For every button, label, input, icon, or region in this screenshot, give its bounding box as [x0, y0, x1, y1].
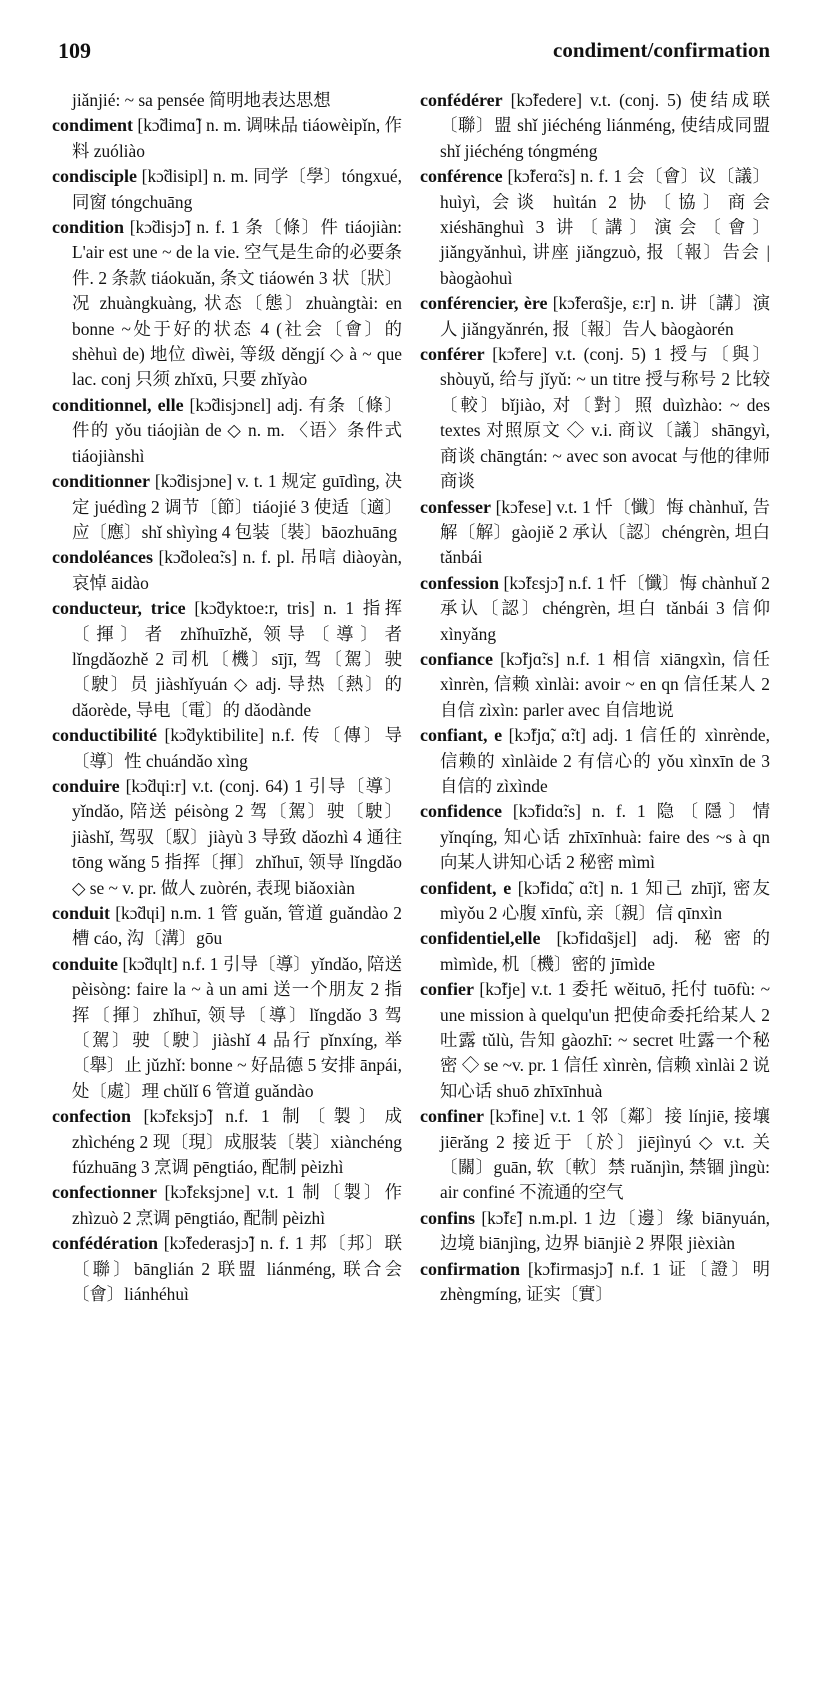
- entry-body: [kɔ̃dyktoe:r, tris] n. 1 指挥〔揮〕者 zhǐhuīzhě, 领导〔導〕者 lǐngdǎozhě 2 司机〔機〕sījī, 驾〔駕〕驶〔駛〕员 jiàshǐyuán ◇ adj. 导热〔熱〕的 dǎorède, 导电〔電〕的 dǎodànde: [72, 598, 402, 720]
- entry-body: [kɔ̃fjɑ̃, ɑ̃:t] adj. 1 信任的 xìnrènde, 信赖的 xìnlàide 2 有信心的 yǒu xìnxīn de 3 自信的 zìxìnde: [440, 725, 770, 796]
- entry-conditionnel: [52, 393, 402, 469]
- continuation-text: [52, 88, 402, 113]
- entry-body: [kɔ̃ferɑ̃sje, ɛ:r] n. 讲〔講〕演人 jiǎngyǎnrén, 报〔報〕告人 bàogàorén: [440, 293, 770, 339]
- headword: confiner: [420, 1106, 484, 1127]
- entry-confection: [52, 1104, 402, 1180]
- entry-confiner: [420, 1104, 770, 1206]
- headword: confident, e: [420, 877, 512, 898]
- headword: confession: [420, 572, 500, 593]
- headword: condoléances: [52, 547, 153, 568]
- headword: condisciple: [52, 166, 138, 187]
- headword: conférencier, ère: [420, 293, 548, 314]
- entry-body: [kɔ̃firmasjɔ̃] n.f. 1 证〔證〕明 zhèngmíng, 证实〔實〕: [440, 1258, 770, 1305]
- headword: confidentiel,elle: [420, 928, 541, 949]
- entry-confirmation: [420, 1257, 770, 1308]
- right-column: [420, 88, 770, 1308]
- entry-body: [kɔ̃fɛksjɔne] v.t. 1 制〔製〕作 zhìzuò 2 烹调 pēngtiáo, 配制 pèizhì: [72, 1182, 402, 1228]
- headword: confectionner: [52, 1182, 157, 1203]
- entry-body: [kɔ̃disipl] n. m. 同学〔學〕tóngxué, 同窗 tóngchuāng: [72, 166, 402, 212]
- entry-body: [kɔ̃dyktibilite] n.f. 传〔傳〕导〔導〕性 chuándǎo xìng: [72, 725, 402, 771]
- headword: confirmation: [420, 1258, 520, 1279]
- entry-confident: [420, 876, 770, 927]
- entry-body: [kɔ̃disjɔnɛl] adj. 有条〔條〕件的 yǒu tiáojiàn de ◇ n. m. 〈语〉条件式 tiáojiànshì: [72, 394, 402, 466]
- entry-body: [kɔ̃dɥi] n.m. 1 管 guǎn, 管道 guǎndào 2 槽 cáo, 沟〔溝〕gōu: [72, 903, 402, 949]
- headword: confédération: [52, 1233, 158, 1254]
- entry-body: [kɔ̃fje] v.t. 1 委托 wěituō, 托付 tuōfù: ~ une mission à quelqu'un 把使命委托给某人 2 吐露 tǔlù, 告知 gàozhī: ~ secret 吐露一个秘密 ◇ se ~v. pr. 1 信任 xìnrèn, 信赖 xìnlài 2 说知心话 shuō zhīxīnhuà: [440, 979, 770, 1101]
- running-head: condiment/confirmation: [553, 38, 770, 62]
- headword: conduire: [52, 775, 120, 796]
- entry-conferer: [420, 342, 770, 494]
- entry-condition: [52, 215, 402, 393]
- headword: conditionner: [52, 471, 151, 492]
- page-number: 109: [58, 38, 91, 63]
- headword: confins: [420, 1207, 476, 1228]
- entry-body: [kɔ̃disjɔne] v. t. 1 规定 guīdìng, 决定 juédìng 2 调节〔節〕tiáojié 3 使适〔適〕应〔應〕shǐ shìyìng 4 包装〔裝〕bāozhuāng: [72, 471, 402, 542]
- entry-confidence: [420, 799, 770, 875]
- entry-confesser: [420, 495, 770, 571]
- entry-conduire: [52, 774, 402, 901]
- entry-body: [kɔ̃federasjɔ̃] n. f. 1 邦〔邦〕联〔聯〕bānglián 2 联盟 liánméng, 联合会〔會〕liánhéhuì: [72, 1233, 402, 1305]
- entry-confidentiel: [420, 926, 770, 977]
- entry-confectionner: [52, 1180, 402, 1231]
- entry-body: [kɔ̃fese] v.t. 1 忏〔懺〕悔 chànhuǐ, 告解〔解〕gàojiě 2 承认〔認〕chéngrèn, 坦白 tǎnbái: [440, 496, 770, 568]
- headword: confection: [52, 1106, 131, 1127]
- entry-body: [kɔ̃dɥi:r] v.t. (conj. 64) 1 引导〔導〕yǐndǎo, 陪送 péisòng 2 驾〔駕〕驶〔駛〕jiàshǐ, 驾驭〔馭〕jiàyù 3 导致 dǎozhì 4 通往 tōng wǎng 5 指挥〔揮〕zhǐhuī, 领导 lǐngdǎo ◇ se ~ v. pr. 做人 zuòrén, 表现 biǎoxiàn: [72, 775, 402, 898]
- headword: conduit: [52, 903, 111, 923]
- entry-condiment: [52, 113, 402, 164]
- entry-body: [kɔ̃fɛksjɔ̃] n.f. 1 制〔製〕成 zhìchéng 2 现〔現〕成服装〔裝〕xiànchéng fúzhuāng 3 烹调 pēngtiáo, 配制 pèizhì: [72, 1106, 402, 1178]
- entry-condoleances: [52, 545, 402, 596]
- entry-body: [kɔ̃disjɔ̃] n. f. 1 条〔條〕件 tiáojiàn: L'air est une ~ de la vie. 空气是生命的必要条件. 2 条款 tiáokuǎn, 条文 tiáowén 3 状〔狀〕况 zhuàngkuàng, 状态〔態〕zhuàngtài: en bonne ~处于好的状态 4 (社会〔會〕的 shèhuì de) 地位 dìwèi, 等级 děngjí ◇ à ~ que lac. conj 只须 zhǐxū, 只要 zhǐyào: [72, 217, 402, 390]
- entry-body: [kɔ̃dimɑ̃] n. m. 调味品 tiáowèipǐn, 作料 zuóliào: [72, 115, 402, 161]
- headword: confiant, e: [420, 725, 503, 746]
- left-column: [52, 88, 402, 1308]
- continuation-body: jiǎnjié: ~ sa pensée 简明地表达思想: [72, 90, 331, 110]
- entry-confederation: [52, 1231, 402, 1307]
- entry-conduite: [52, 952, 402, 1104]
- entry-confiance: [420, 647, 770, 723]
- headword: conditionnel, elle: [52, 394, 184, 415]
- entry-body: [kɔ̃fidɑ̃sjɛl] adj. 秘密的 mìmìde, 机〔機〕密的 jīmìde: [440, 928, 770, 974]
- entry-conference: [420, 164, 770, 291]
- entry-confiant: [420, 723, 770, 799]
- headword: confidence: [420, 801, 502, 822]
- entry-confins: [420, 1206, 770, 1257]
- headword: confesser: [420, 496, 491, 517]
- entry-body: [kɔ̃fidɑ̃:s] n. f. 1 隐〔隱〕情 yǐnqíng, 知心话 zhīxīnhuà: faire des ~s à qn 向某人讲知心话 2 秘密 mìmì: [440, 801, 770, 873]
- headword: confédérer: [420, 90, 503, 110]
- headword: conférer: [420, 344, 485, 365]
- entry-body: [kɔ̃federe] v.t. (conj. 5) 使结成联〔聯〕盟 shǐ jiéchéng liánméng, 使结成同盟 shǐ jiéchéng tóngméng: [440, 90, 770, 161]
- entry-conducteur: [52, 596, 402, 723]
- entry-body: [kɔ̃fɛsjɔ̃] n.f. 1 忏〔懺〕悔 chànhuǐ 2 承认〔認〕chéngrèn, 坦白 tǎnbái 3 信仰 xìnyǎng: [440, 572, 770, 644]
- entry-conferencier: [420, 291, 770, 342]
- entry-body: [kɔ̃fidɑ̃, ɑ̃:t] n. 1 知己 zhījǐ, 密友 mìyǒu 2 心腹 xīnfù, 亲〔親〕信 qīnxìn: [440, 877, 770, 923]
- page-header: [58, 38, 770, 70]
- entry-body: [kɔ̃fere] v.t. (conj. 5) 1 授与〔與〕shòuyǔ, 给与 jǐyǔ: ~ un titre 授与称号 2 比较〔較〕bǐjiào, 对〔對〕照 duìzhào: ~ des textes 对照原文 ◇ v.i. 商议〔議〕shāngyì, 商谈 chāngtán: ~ avec son avocat 与他的律师商谈: [440, 344, 770, 492]
- entry-body: [kɔ̃dɥlt] n.f. 1 引导〔導〕yǐndǎo, 陪送 pèisòng: faire la ~ à un ami 送一个朋友 2 指挥〔揮〕zhǐhuī, 领导〔導〕lǐngdǎo 3 驾〔駕〕驶〔駛〕jiàshǐ 4 品行 pǐnxíng, 举〔舉〕止 jǔzhǐ: bonne ~ 好品德 5 安排 ānpái, 处〔處〕理 chǔlǐ 6 管道 guǎndào: [72, 953, 402, 1101]
- headword: conducteur, trice: [52, 598, 186, 619]
- entry-conduit: [52, 901, 402, 952]
- headword: confiance: [420, 648, 493, 669]
- entry-condisciple: [52, 164, 402, 215]
- entry-body: [kɔ̃ferɑ̃:s] n. f. 1 会〔會〕议〔議〕huìyì, 会谈 huìtán 2 协〔協〕商会 xiéshānghuì 3 讲〔講〕演会〔會〕jiǎngyǎnhuì, 讲座 jiǎngzuò, 报〔報〕告会 | bàogàohuì: [440, 166, 770, 288]
- headword: conduite: [52, 953, 119, 974]
- headword: condition: [52, 217, 125, 238]
- headword: confier: [420, 979, 474, 1000]
- headword: conférence: [420, 166, 503, 187]
- headword: condiment: [52, 115, 133, 136]
- entry-confederer: [420, 88, 770, 164]
- entry-confession: [420, 571, 770, 647]
- entry-confier: [420, 977, 770, 1104]
- entry-body: [kɔ̃fɛ̃] n.m.pl. 1 边〔邊〕缘 biānyuán, 边境 biānjìng, 边界 biānjiè 2 界限 jièxiàn: [440, 1207, 770, 1254]
- entry-body: [kɔ̃doleɑ̃:s] n. f. pl. 吊唁 diàoyàn, 哀悼 āidào: [72, 547, 402, 593]
- entry-body: [kɔ̃fjɑ̃:s] n.f. 1 相信 xiāngxìn, 信任 xìnrèn, 信赖 xìnlài: avoir ~ en qn 信任某人 2 自信 zìxìn: parler avec 自信地说: [440, 648, 770, 720]
- entry-body: [kɔ̃fine] v.t. 1 邻〔鄰〕接 línjiē, 接壤 jiērǎng 2 接近于〔於〕jiējìnyú ◇ v.t. 关〔關〕guān, 软〔軟〕禁 ruǎnjìn, 禁锢 jìngù: air confiné 不流通的空气: [440, 1106, 770, 1203]
- entry-conductibilite: [52, 723, 402, 774]
- entry-conditionner: [52, 469, 402, 545]
- headword: conductibilité: [52, 725, 158, 746]
